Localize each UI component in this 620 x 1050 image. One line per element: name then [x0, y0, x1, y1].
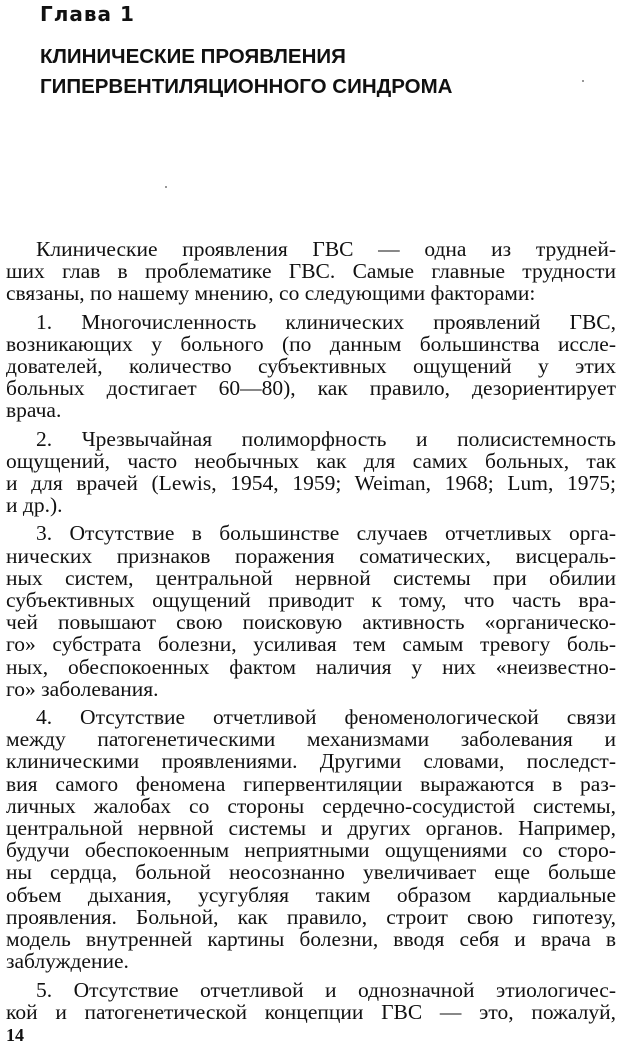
- text-line: 5. Отсутствие отчетливой и однозначной этиологичес-: [36, 977, 616, 1002]
- text-line: больных достигает 60—80), как правило, дезориентирует: [6, 376, 616, 401]
- text-line: кой и патогенетической концепции ГВС — это, пожалуй,: [6, 999, 616, 1024]
- chapter-title-line: КЛИНИЧЕСКИЕ ПРОЯВЛЕНИЯ: [40, 45, 346, 68]
- text-line: и для врачей (Lewis, 1954, 1959; Weiman, 1968; Lum, 1975;: [6, 471, 616, 496]
- chapter-label: Глава 1: [40, 2, 135, 26]
- print-speck: [165, 186, 167, 188]
- text-line: модель внутренней картины болезни, вводя себя и врача в: [6, 927, 616, 952]
- text-line: и др.).: [6, 493, 63, 518]
- chapter-title: [40, 42, 452, 102]
- text-line: клиническими проявлениями. Другими словами, последст-: [6, 749, 616, 774]
- text-line: го» заболевания.: [6, 676, 159, 701]
- text-line: личных жалобах со стороны сердечно-сосудистой системы,: [6, 793, 616, 818]
- text-line: 3. Отсутствие в большинстве случаев отчетливых орга-: [36, 521, 616, 546]
- paragraph: [6, 238, 616, 305]
- text-line: чей повышают свою поисковую активность «органическо-: [6, 610, 616, 635]
- page-number: 14: [6, 1025, 24, 1045]
- text-line: связаны, по нашему мнению, со следующими факторами:: [6, 281, 536, 306]
- text-line: Клинические проявления ГВС — одна из трудней-: [36, 237, 616, 261]
- text-line: 1. Многочисленность клинических проявлений ГВС,: [36, 309, 616, 334]
- print-speck: [582, 80, 584, 82]
- text-line: ших глав в проблематике ГВС. Самые главные трудности: [6, 259, 616, 284]
- text-line: дователей, количество субъективных ощущений у этих: [6, 354, 616, 379]
- text-line: врача.: [6, 398, 62, 423]
- text-line: го» субстрата болезни, усиливая тем самым тревогу боль-: [6, 632, 616, 657]
- text-line: заблуждение.: [6, 949, 129, 974]
- text-line: ных систем, центральной нервной системы при обилии: [6, 565, 616, 590]
- paragraph: [6, 311, 616, 422]
- text-line: проявления. Больной, как правило, строит свою гипотезу,: [6, 904, 616, 929]
- paragraph: [6, 979, 616, 1023]
- text-line: возникающих у больного (по данным большинства иссле-: [6, 331, 616, 356]
- text-line: центральной нервной системы и других органов. Например,: [6, 816, 616, 841]
- text-line: 2. Чрезвычайная полиморфность и полисистемность: [36, 426, 616, 451]
- paragraph: [6, 428, 616, 517]
- text-line: ны сердца, больной неосознанно увеличивает еще больше: [6, 860, 616, 885]
- text-line: ощущений, часто необычных как для самих больных, так: [6, 448, 616, 473]
- text-line: вия самого феномена гипервентиляции выражаются в раз-: [6, 771, 616, 796]
- paragraph: [6, 522, 616, 700]
- text-line: ных, обеспокоенных фактом наличия у них «неизвестно-: [6, 654, 616, 679]
- chapter-title-line: ГИПЕРВЕНТИЛЯЦИОННОГО СИНДРОМА: [40, 75, 453, 98]
- text-line: 4. Отсутствие отчетливой феноменологической связи: [36, 705, 616, 730]
- text-line: объем дыхания, усугубляя таким образом кардиальные: [6, 882, 616, 907]
- text-line: между патогенетическими механизмами заболевания и: [6, 727, 616, 752]
- text-line: будучи обеспокоенным неприятными ощущениями со сторо-: [6, 838, 616, 863]
- text-line: субъективных ощущений приводит к тому, что часть вра-: [6, 588, 616, 613]
- text-line: нических признаков поражения соматических, висцераль-: [6, 543, 616, 568]
- body-text: [6, 238, 616, 1029]
- paragraph: [6, 706, 616, 972]
